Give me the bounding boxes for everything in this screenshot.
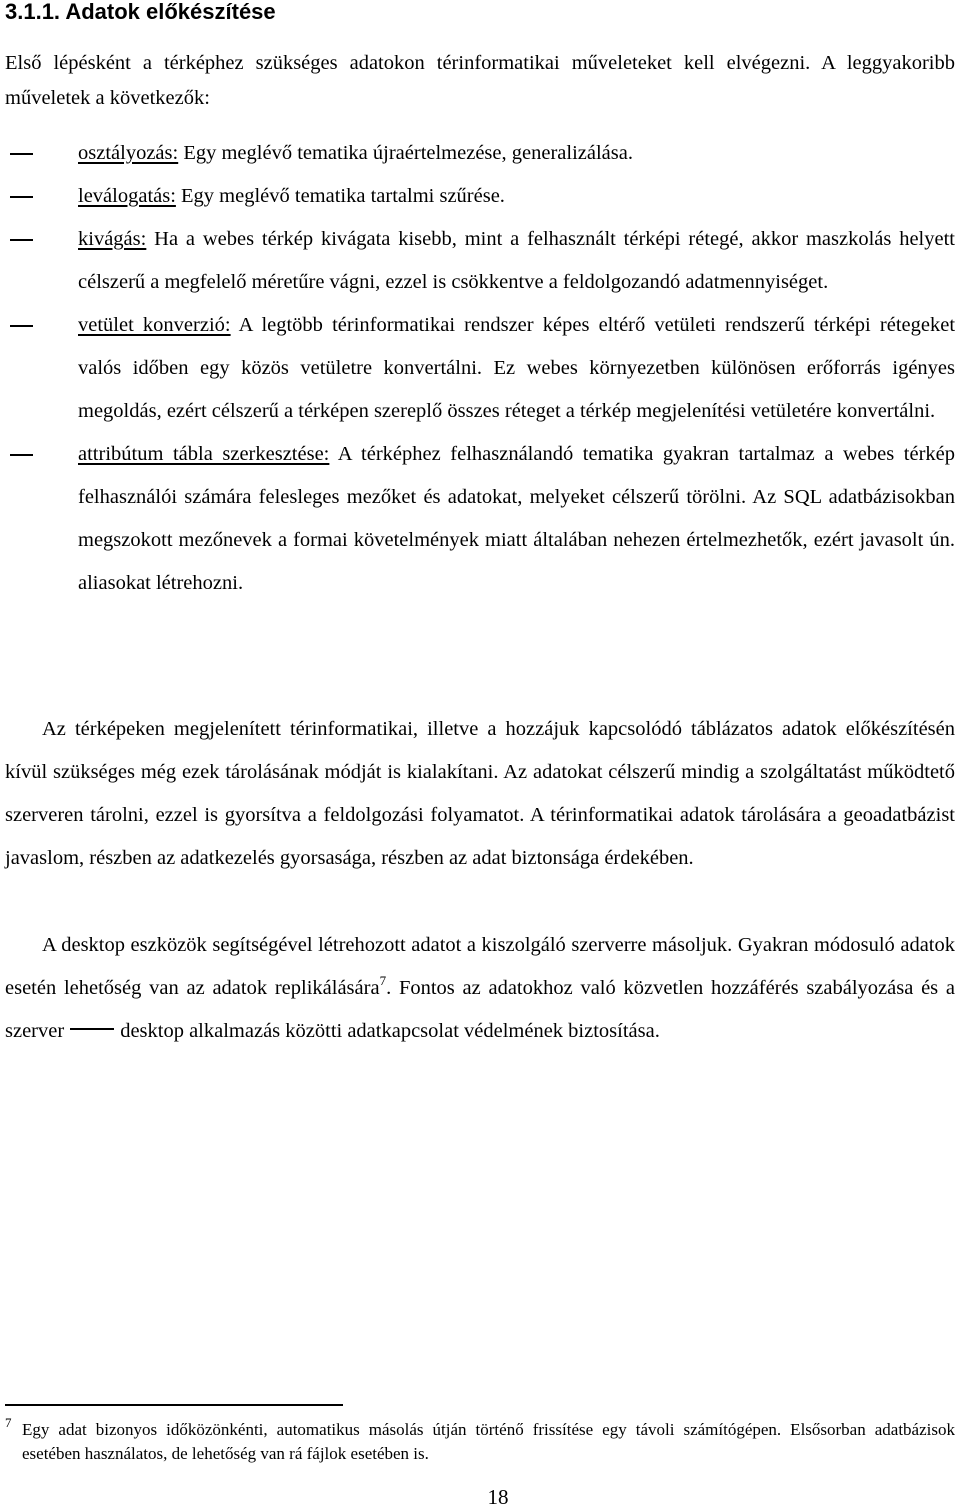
list-item [5,218,955,304]
list-item-text: A legtöbb térinformatikai rendszer képes eltérő vetületi rendszerű térképi rétegeket valós időben egy közös vetületre konvertálni. Ez webes környezetben különösen erőforrás igényes megoldás, ezért célszerű a térképen szereplő összes réteget a térkép megjelenítési vetületére konvertálni. [78,314,956,422]
footnote [5,1415,955,1466]
list-item-term: vetület konverzió: [78,314,231,336]
footnote-separator [5,1404,343,1406]
dash-bullet-icon [10,239,33,241]
list-item-term: attribútum tábla szerkesztése: [78,443,330,465]
page-number: 18 [487,1485,509,1509]
footnote-mark: 7 [5,1415,12,1430]
replication-text-part1: A desktop eszközök segítségével létrehozott adatot a kiszolgáló szerverre másoljuk. Gyakran módosuló adatok esetén lehetőség van az adatok replikálására [5,934,955,999]
list-item [5,132,955,175]
storage-paragraph: Az térképeken megjelenített térinformatikai, illetve a hozzájuk kapcsolódó táblázatos adatok előkészítésén kívül szükséges még ezek tárolásának módját is kialakítani. Az adatokat célszerű mindig a szolgáltatást működtető szerveren tárolni, ezzel is gyorsítva a feldolgozási folyamatot. A térinformatikai adatok tárolására a geoadatbázist javaslom, részben az adatkezelés gyorsasága, részben az adat biztonsága érdekében. [5,718,955,869]
list-item-text: Ha a webes térkép kivágata kisebb, mint a felhasznált térképi rétegé, akkor maszkolás helyett célszerű a megfelelő méretűre vágni, ezzel is csökkentve a feldolgozandó adatmennyiséget. [78,228,955,293]
list-item [5,304,955,433]
dash-bullet-icon [10,454,33,456]
operations-list [5,132,955,605]
dash-bullet-icon [10,153,33,155]
section-heading: 3.1.1. Adatok előkészítése [5,0,276,24]
replication-text-part2: . Fontos az adatokhoz való közvetlen hozzáférés szabályozása és a szerver [5,977,955,1042]
replication-text-part3: desktop alkalmazás közötti adatkapcsolat védelmének biztosítása. [120,1020,660,1042]
list-item-term: kivágás: [78,228,147,250]
list-item-text: Egy meglévő tematika tartalmi szűrése. [175,185,505,207]
list-item [5,433,955,605]
footnote-text: Egy adat bizonyos időközönkénti, automatikus másolás útján történő frissítése egy távoli számítógépen. Elsősorban adatbázisok esetében használatos, de lehetőség van rá fájlok esetében is. [22,1420,955,1463]
dash-bullet-icon [10,325,33,327]
list-item-text: A térképhez felhasználandó tematika gyakran tartalmaz a webes térkép felhasználói számára felesleges mezőket és adatokat, melyeket célszerű törölni. Az SQL adatbázisokban megszokott mezőnevek a formai követelmények miatt általában nehezen értelmezhetők, ezért javasolt ún. aliasokat létrehozni. [78,443,955,594]
intro-paragraph: Első lépésként a térképhez szükséges adatokon térinformatikai műveleteket kell elvégezni. A leggyakoribb műveletek a következők: [5,52,955,109]
footnote-reference[interactable]: 7 [379,973,387,988]
dash-bullet-icon [10,196,33,198]
list-item-term: osztályozás: [78,142,179,164]
replication-paragraph [5,924,955,1053]
list-item [5,175,955,218]
list-item-term: leválogatás: [78,185,176,207]
em-dash [70,1028,114,1030]
list-item-text: Egy meglévő tematika újraértelmezése, generalizálása. [178,142,633,164]
